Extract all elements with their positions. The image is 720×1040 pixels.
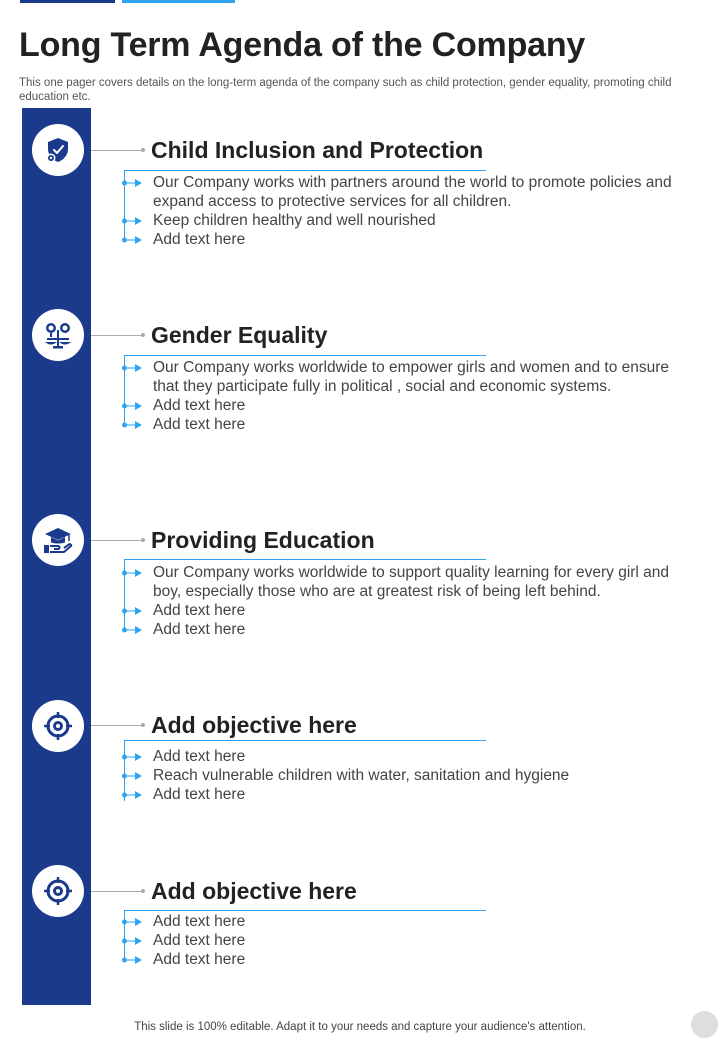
arrow-bullet-icon: [122, 364, 144, 372]
list-item: [124, 396, 694, 415]
connector-line: [91, 540, 143, 541]
list-item: [124, 747, 694, 766]
section-heading: Add objective here: [151, 878, 357, 904]
item-text: Add text here: [153, 748, 246, 765]
arrow-bullet-icon: [122, 236, 144, 244]
graduation-hand-icon: [32, 514, 84, 566]
list-item: [124, 950, 694, 969]
arrow-bullet-icon: [122, 421, 144, 429]
agenda-section: [0, 864, 720, 1024]
heading-underline: [124, 740, 486, 741]
item-text: Our Company works worldwide to support quality learning for every girl and boy, especially those who are at greatest risk of being left behind.: [153, 564, 670, 600]
item-text: Add text here: [153, 602, 246, 619]
arrow-bullet-icon: [122, 937, 144, 945]
list-item: [124, 620, 694, 639]
arrow-bullet-icon: [122, 918, 144, 926]
item-list: [124, 358, 694, 434]
list-item: [124, 230, 694, 249]
connector-line: [91, 891, 143, 892]
list-item: [124, 211, 694, 230]
arrow-bullet-icon: [122, 569, 144, 577]
top-accent-bar-dark: [20, 0, 115, 3]
target-icon: [32, 865, 84, 917]
arrow-bullet-icon: [122, 626, 144, 634]
item-text: Add text here: [153, 416, 246, 433]
arrow-bullet-icon: [122, 607, 144, 615]
target-icon: [32, 700, 84, 752]
heading-underline: [124, 910, 486, 911]
list-item: [124, 912, 694, 931]
item-text: Add text here: [153, 913, 246, 930]
list-item: [124, 563, 694, 601]
heading-underline: [124, 170, 486, 171]
item-text: Add text here: [153, 397, 246, 414]
connector-dot: [141, 333, 145, 337]
arrow-bullet-icon: [122, 402, 144, 410]
section-heading: Providing Education: [151, 527, 375, 553]
connector-dot: [141, 889, 145, 893]
item-list: [124, 747, 694, 804]
gender-scale-icon: [32, 309, 84, 361]
item-list: [124, 563, 694, 639]
arrow-bullet-icon: [122, 179, 144, 187]
arrow-bullet-icon: [122, 956, 144, 964]
item-text: Reach vulnerable children with water, sanitation and hygiene: [153, 767, 570, 784]
connector-line: [91, 150, 143, 151]
list-item: [124, 785, 694, 804]
item-text: Add text here: [153, 932, 246, 949]
page-title: Long Term Agenda of the Company: [19, 26, 586, 64]
agenda-section: [0, 513, 720, 673]
connector-dot: [141, 723, 145, 727]
item-text: Our Company works worldwide to empower girls and women and to ensure that they participate fully in political , social and economic systems.: [153, 359, 670, 395]
shield-gear-icon: [32, 124, 84, 176]
top-accent-bar-light: [122, 0, 235, 3]
connector-line: [91, 335, 143, 336]
footer-note: This slide is 100% editable. Adapt it to your needs and capture your audience's attention.: [134, 1021, 586, 1033]
agenda-section: [0, 123, 720, 283]
list-item: [124, 415, 694, 434]
item-text: Add text here: [153, 231, 246, 248]
section-heading: Child Inclusion and Protection: [151, 137, 484, 163]
connector-line: [91, 725, 143, 726]
item-text: Add text here: [153, 621, 246, 638]
list-item: [124, 601, 694, 620]
item-text: Keep children healthy and well nourished: [153, 212, 436, 229]
arrow-bullet-icon: [122, 791, 144, 799]
connector-dot: [141, 148, 145, 152]
item-text: Add text here: [153, 951, 246, 968]
section-heading: Add objective here: [151, 712, 357, 738]
item-text: Add text here: [153, 786, 246, 803]
list-item: [124, 931, 694, 950]
connector-dot: [141, 538, 145, 542]
arrow-bullet-icon: [122, 753, 144, 761]
section-heading: Gender Equality: [151, 322, 328, 348]
page-marker: [691, 1011, 718, 1038]
heading-underline: [124, 559, 486, 560]
list-item: [124, 358, 694, 396]
agenda-section: [0, 308, 720, 468]
item-list: [124, 912, 694, 969]
item-list: [124, 173, 694, 249]
item-text: Our Company works with partners around the world to promote policies and expand access to protective services for all children.: [153, 174, 672, 210]
heading-underline: [124, 355, 486, 356]
page-subtitle: This one pager covers details on the long-term agenda of the company such as child protection, gender equality, promoting child education etc.: [19, 77, 672, 103]
list-item: [124, 173, 694, 211]
list-item: [124, 766, 694, 785]
arrow-bullet-icon: [122, 217, 144, 225]
agenda-section: [0, 699, 720, 859]
arrow-bullet-icon: [122, 772, 144, 780]
